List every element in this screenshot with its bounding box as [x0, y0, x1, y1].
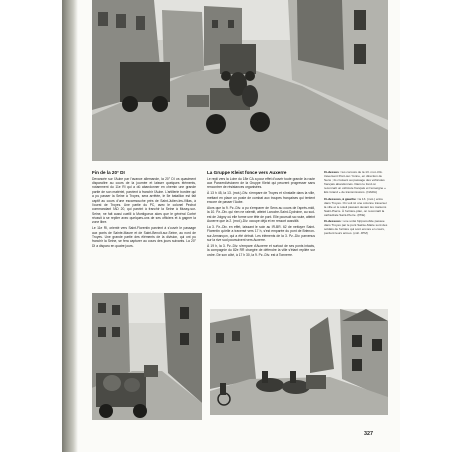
heading-fin-20-di: Fin de la 20° DI: [92, 170, 125, 175]
heading-gruppe-kleist: La Gruppe Kleist fonce vers Auxerre: [207, 170, 287, 175]
photo-horse-column: [210, 309, 388, 415]
paragraph: La 3. Pz.-Div. en effet, laissant le soin au IR-BR. 62 de nettoyer Saint-Florentin qu'elle a traversé vers 17 h, s'est emparée du pont de Brienon-sur-Armançon, qui a été détruit. Les éléments de la 3. Pz.-Div. parvenus sur la rive sud poursuivent vers Auxerre.: [207, 225, 315, 243]
caption-above: Ci-dessus : les convois de la 13. mot.-Div. traversent Pont-sur-Yonne, en direction de Sens ; ils croisent au passage des véhicules français abandonnés. Dans le fond on reconnaît un véhicule français et l'enseigne « Ets Grand » de transmissions. (NARA): [324, 170, 386, 195]
paragraph: Alors que la 9. Pz.-Div. a pu s'emparer de Sens au cours de l'après-midi, la 10. Pz.-Div. qui rien ne ralentit, atteint Laroche-Saint-Cydroine, au sud-est de Joigny où elle forme une tête de pont. Elle poursuit sa route, atteint Auxerre que la 2. (mot.)-Div. occupe déjà et en ressort aussitôt.: [207, 206, 315, 224]
page-number: 327: [364, 431, 373, 437]
caption-column: [324, 170, 388, 237]
photo-street-convoy: [92, 0, 388, 161]
paragraph: Le repli vers la Loire du 18e CA a pour effet d'ouvrir toute grande la route aux Panzerdivisionen de la Gruppe Kleist qui peuvent progresser sans rencontrer de résistances organisées.: [207, 176, 315, 190]
photo-troyes-street: [92, 293, 202, 420]
book-binding-shadow: [62, 0, 78, 452]
paragraph: À 13 h 45, la 13. (mot.)-Div. s'empare de Troyes et s'installe dans la ville, mettant en place un poste de combat aux troupes françaises qui tentent encore de passer l'Aube.: [207, 191, 315, 205]
caption-below: Ci-dessous : une unité hippomobile passée dans Troyes par le pont Sainte-Marie sont des soldats de l'arrière qui sont encore en cours, perdent leurs armes. (coll. JPM): [324, 219, 388, 236]
paragraph: Le 11e RI, orienté vers Saint-Florentin parvient à s'ouvrir le passage aux ponts de Sainte-Maure et de Saint-Benoît-sur-Seine, au nord de Troyes. Une grande partie des éléments de la division, qui ont pu franchir la Seine, se fera capturer au cours des jours suivants. La 20° DI a disparu en quatre jours.: [92, 226, 196, 248]
caption-below-left: Ci-dessous, à gauche : la 13. (mot.) entre dans Troyes. On voit ici une colonne traverser la ville et le soleil passant devant les maisons Saint-Pierre. À l'arrière-plan, on reconnaît la cathédrale Saint-Pierre. (PhE): [324, 196, 387, 217]
text-column-left: [92, 170, 196, 249]
paragraph: À 19 h, la 3. Pz.-Div. s'empare d'Auxerre et surtout de ses ponts intacts, la compagnie du 82e RR chargée de défendre la ville s'étant repliée sur ordre. De son côté, à 17 h 30, la 9. Pz.-Div. est à Tonnerre.: [207, 243, 315, 257]
paragraph: Devancée sur l'Aube par l'avance allemande, la 20° DI va quasiment disparaître au cours de la journée et laisser quelques éléments, notamment du 11e RI qui a dû abandonner en chemin une grande partie de son matériel, parvient à franchir l'Aube. L'artillerie bordée qui a pu passer la Seine à Troyes, sera arrêtée, le 5e bataillon est fait captif au cours d'une escarmouche près de Saint-Julien-les-Villas, à l'ouest de Troyes. Une partie du PC, avec le colonel Pechot commandant l'AD 20, qui parvint à franchir la Seine à Mussy-sur-Seine, ne fait aussi cueilli à Montigueux alors que le général Corbé réussit à se replier avec quelques-uns de ses officiers et à gagner la zone libre.: [92, 176, 196, 225]
text-column-middle: [207, 170, 315, 259]
